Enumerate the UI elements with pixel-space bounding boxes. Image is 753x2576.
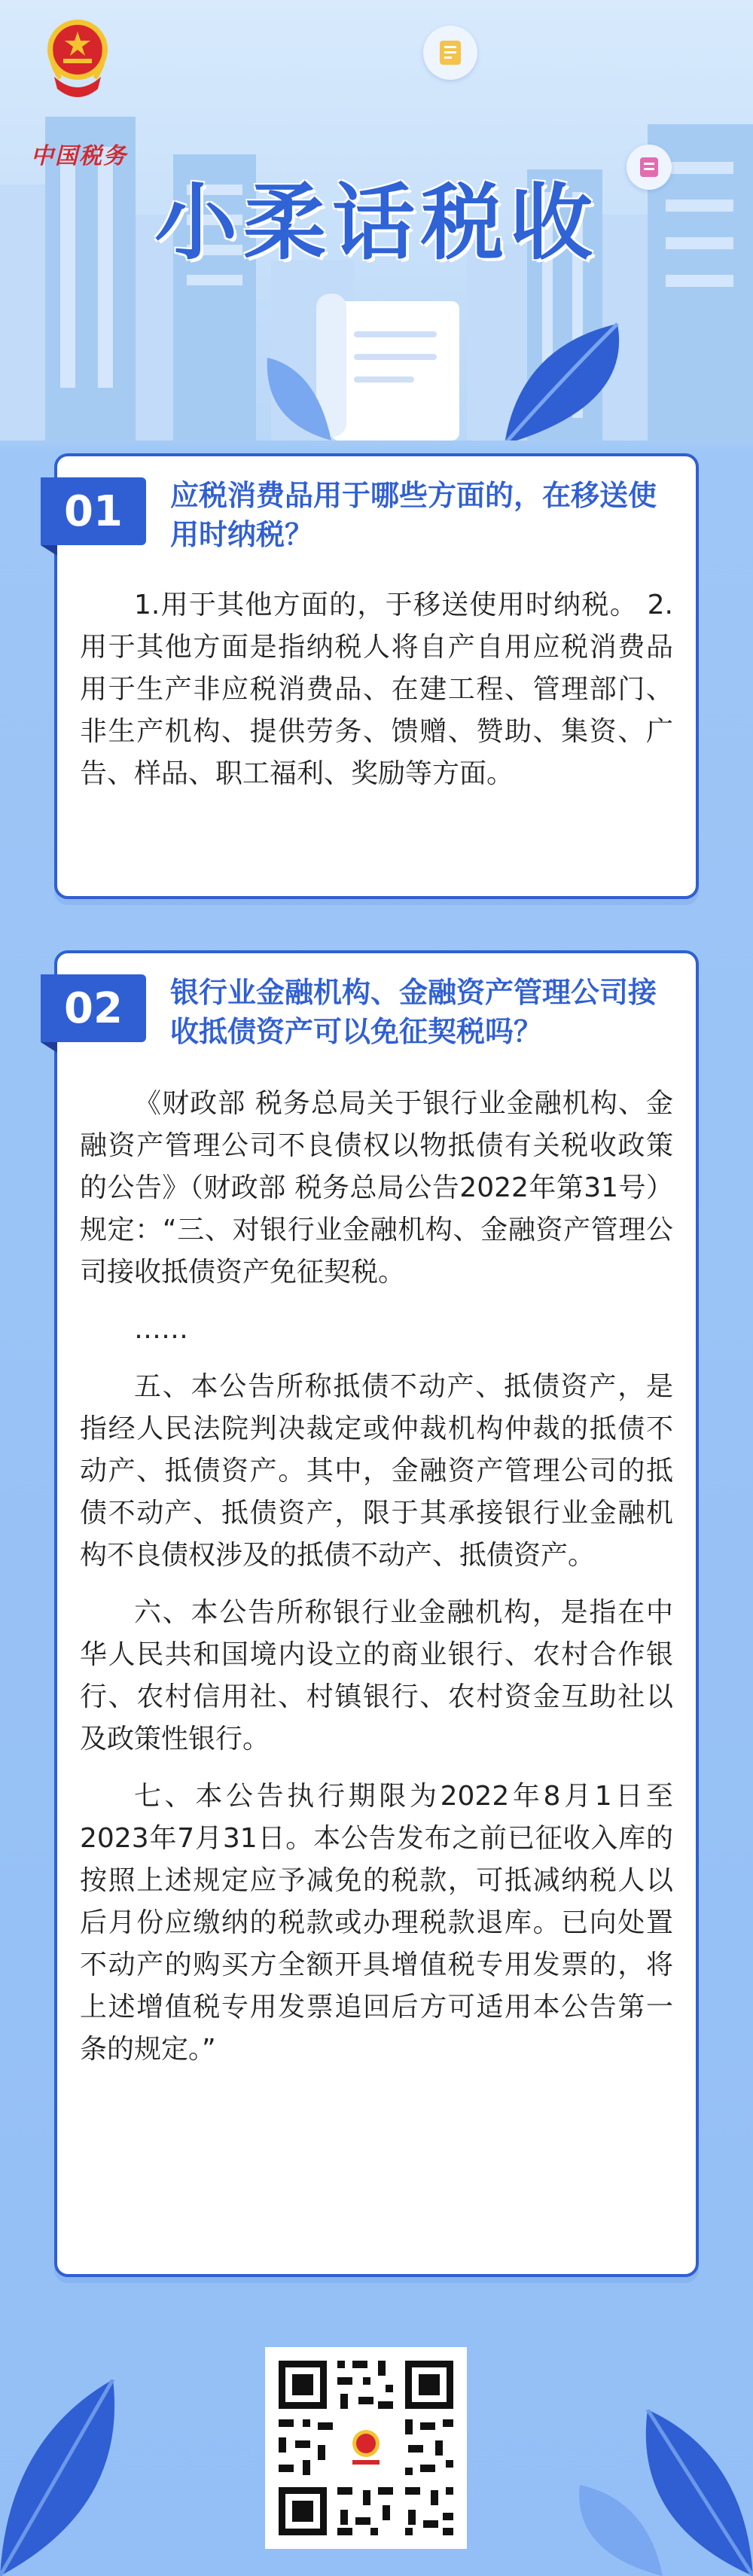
answer-paragraph: 六、本公告所称银行业金融机构，是指在中华人民共和国境内设立的商业银行、农村合作银行、农村信用社、村镇银行、农村资金互助社以及政策性银行。 [80, 1597, 673, 1754]
answer-paragraph: …… [134, 1314, 188, 1345]
leaf-icon [489, 316, 640, 441]
section-question: 银行业金融机构、金融资产管理公司接收抵债资产可以免征契税吗？ [170, 976, 657, 1048]
section-number: 02 [41, 974, 146, 1042]
leaf-icon [572, 2477, 663, 2576]
section-question: 应税消费品用于哪些方面的，在移送使用时纳税？ [170, 479, 657, 551]
tax-logo [23, 17, 136, 169]
leaf-icon [0, 2379, 120, 2576]
qr-code[interactable] [265, 2347, 467, 2549]
answer-paragraph: 1.用于其他方面的，于移送使用时纳税。 2.用于其他方面是指纳税人将自产自用应税消费品用于生产非应税消费品、在建工程、管理部门、非生产机构、提供劳务、馈赠、赞助、集资、广告、样品、职工福利、奖励等方面。 [80, 590, 673, 789]
answer-paragraph: 《财政部 税务总局关于银行业金融机构、金融资产管理公司不良债权以物抵债有关税收政策的公告》（财政部 税务总局公告2022年第31号）规定：“三、对银行业金融机构、金融资产管理公司接收抵债资产免征契税。 [80, 1088, 673, 1288]
page-title: 小柔话税收 [154, 175, 599, 271]
document-icon [437, 38, 463, 67]
header-banner [0, 0, 753, 441]
section-number: 01 [41, 477, 146, 545]
section-answer [80, 584, 673, 810]
answer-paragraph: 五、本公告所称抵债不动产、抵债资产，是指经人民法院判决裁定或仲裁机构仲裁的抵债不动产、抵债资产。其中，金融资产管理公司的抵债不动产、抵债资产，限于其承接银行业金融机构不良债权涉及的抵债不动产、抵债资产。 [80, 1371, 673, 1571]
leaf-icon [264, 354, 339, 441]
tax-emblem-icon [45, 17, 110, 107]
qr-code-icon [265, 2347, 467, 2549]
section-answer [80, 1083, 673, 2086]
answer-paragraph: 七、本公告执行期限为2022年8月1日至2023年7月31日。本公告发布之前已征收入库的按照上述规定应予减免的税款，可抵减纳税人以后月份应缴纳的税款或办理税款退库。已向处置不动产的购买方全额开具增值税专用发票的，将上述增值税专用发票追回后方可适用本公告第一条的规定。” [80, 1781, 673, 2065]
qa-card-01 [54, 453, 699, 899]
qa-card-02 [54, 950, 699, 2277]
logo-text: 中国税务 [31, 143, 127, 169]
document-badge [423, 26, 477, 80]
